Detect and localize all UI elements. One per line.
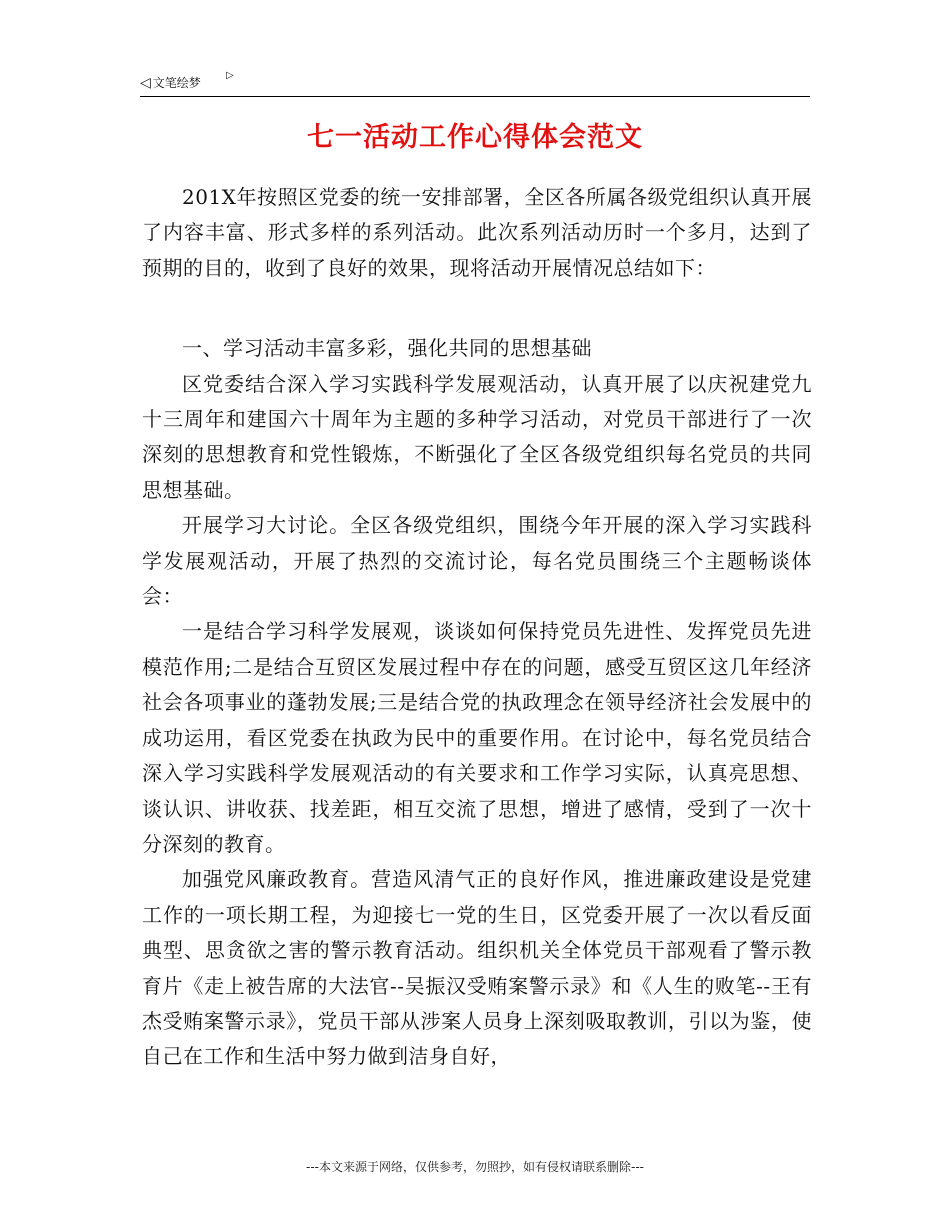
footer-disclaimer: ---本文来源于网络，仅供参考，勿照抄，如有侵权请联系删除--- [306, 1160, 644, 1174]
body-paragraph: 一是结合学习科学发展观，谈谈如何保持党员先进性、发挥党员先进模范作用;二是结合互贸区发展过程中存在的问题，感受互贸区这几年经济社会各项事业的蓬勃发展;三是结合党的执政理念在领导经济社会发展中的成功运用，看区党委在执政为民中的重要作用。在讨论中，每名党员结合深入学习实践科学发展观活动的有关要求和工作学习实际，认真亮思想、谈认识、讲收获、找差距，相互交流了思想，增进了感情，受到了一次十分深刻的教育。 [142, 619, 812, 856]
document-title: 七一活动工作心得体会范文 [307, 122, 643, 153]
body-paragraph: 区党委结合深入学习实践科学发展观活动，认真开展了以庆祝建党九十三周年和建国六十周年为主题的多种学习活动，对党员干部进行了一次深刻的思想教育和党性锻炼，不断强化了全区各级党组织每名党员的共同思想基础。 [142, 371, 812, 502]
triangle-right-icon: ▷ [226, 70, 234, 81]
document-body [142, 180, 812, 1075]
intro-paragraph: 201X年按照区党委的统一安排部署，全区各所属各级党组织认真开展了内容丰富、形式多样的系列活动。此次系列活动历时一个多月，达到了预期的目的，收到了良好的效果，现将活动开展情况总结如下： [142, 185, 812, 280]
body-paragraph: 开展学习大讨论。全区各级党组织，围绕今年开展的深入学习实践科学发展观活动，开展了热烈的交流讨论，每名党员围绕三个主题畅谈体会： [142, 513, 812, 609]
body-paragraph: 加强党风廉政教育。营造风清气正的良好作风，推进廉政建设是党建工作的一项长期工程，为迎接七一党的生日，区党委开展了一次以看反面典型、思贪欲之害的警示教育活动。组织机关全体党员干部观看了警示教育片《走上被告席的大法官--吴振汉受贿案警示录》和《人生的败笔--王有杰受贿案警示录》，党员干部从涉案人员身上深刻吸取教训，引以为鉴，使自己在工作和生活中努力做到洁身自好， [142, 867, 812, 1069]
brand-name: 文笔绘梦 [152, 76, 201, 90]
brand [140, 74, 201, 91]
paragraph-gap [142, 286, 812, 331]
triangle-left-icon: ◁ [140, 74, 151, 91]
section-heading: 一、学习活动丰富多彩，强化共同的思想基础 [182, 336, 592, 361]
page-header [140, 72, 810, 97]
